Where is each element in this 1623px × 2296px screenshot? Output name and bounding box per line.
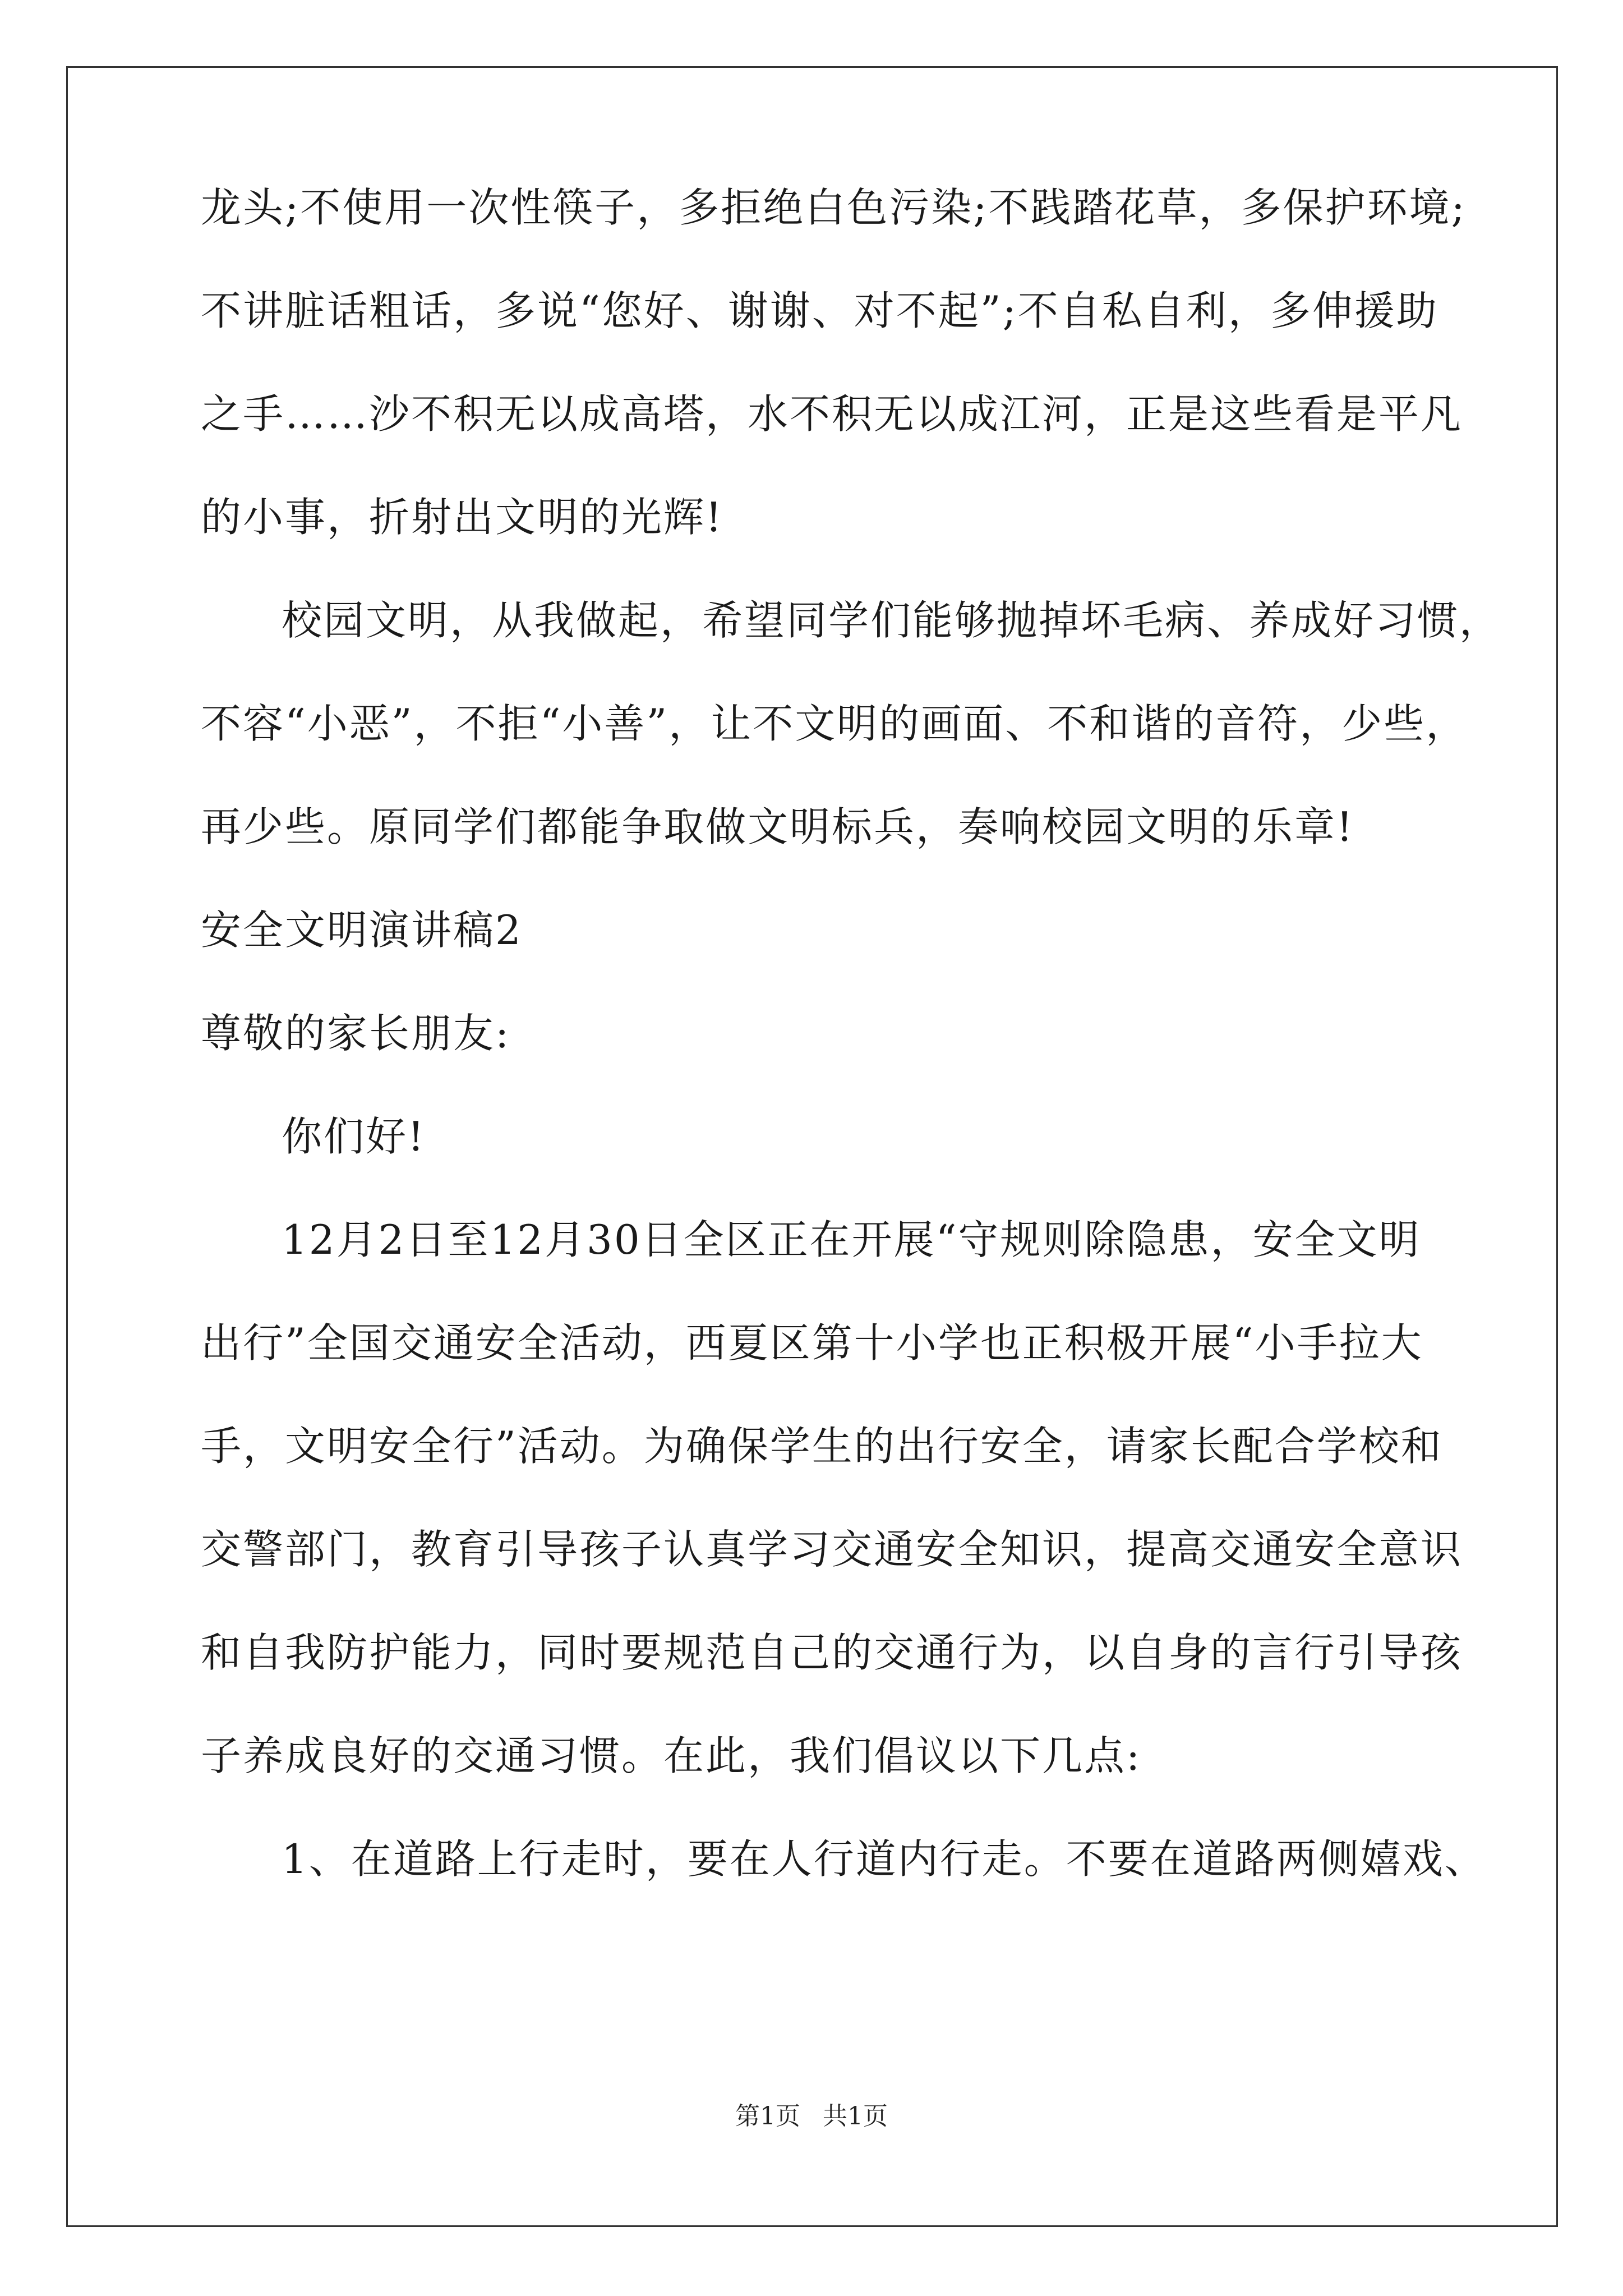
greeting: 你们好! [282,1113,426,1160]
text-line: 再少些。原同学们都能争取做文明标兵，奏响校园文明的乐章! [201,803,1354,850]
salutation: 尊敬的家长朋友: [201,1010,511,1057]
text-line: 之手……沙不积无以成高塔，水不积无以成江河，正是这些看是平凡 [201,390,1463,438]
section-heading: 安全文明演讲稿2 [201,907,523,954]
text-line: 手，文明安全行”活动。为确保学生的出行安全，请家长配合学校和 [201,1423,1443,1470]
document-body [201,182,1502,1937]
text-line: 不讲脏话粗话，多说“您好、谢谢、对不起”;不自私自利，多伸援助 [201,287,1438,334]
text-line: 的小事，折射出文明的光辉! [201,494,723,541]
text-line: 出行”全国交通安全活动，西夏区第十小学也正积极开展“小手拉大 [201,1319,1423,1366]
text-line: 校园文明，从我做起，希望同学们能够抛掉坏毛病、养成好习惯， [282,597,1502,644]
text-line: 交警部门，教育引导孩子认真学习交通安全知识，提高交通安全意识 [201,1526,1463,1573]
text-line: 龙头;不使用一次性筷子，多拒绝白色污染;不践踏花草，多保护环境; [201,184,1467,231]
text-line: 和自我防护能力，同时要规范自己的交通行为，以自身的言行引导孩 [201,1629,1463,1676]
page-number-total: 共1页 [823,2102,888,2131]
page-footer [0,2101,1623,2132]
text-line: 子养成良好的交通习惯。在此，我们倡议以下几点: [201,1732,1142,1779]
text-line: 不容“小恶”，不拒“小善”，让不文明的画面、不和谐的音符，少些， [201,700,1468,747]
list-item: 1、在道路上行走时，要在人行道内行走。不要在道路两侧嬉戏、 [282,1835,1487,1883]
text-line: 12月2日至12月30日全区正在开展“守规则除隐患，安全文明 [282,1216,1421,1263]
page-number-current: 第1页 [735,2102,800,2131]
